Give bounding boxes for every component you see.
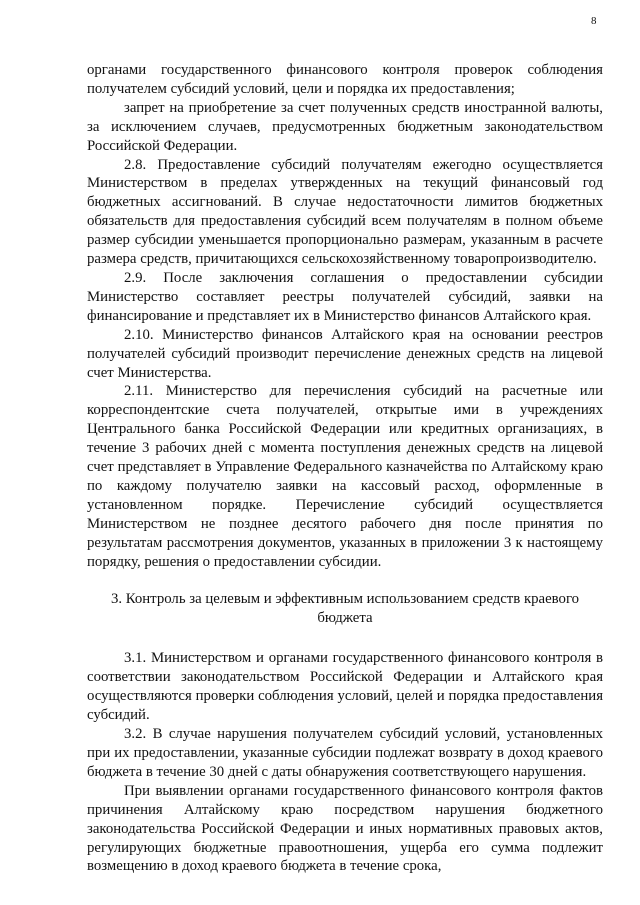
- page-number: 8: [591, 15, 597, 27]
- paragraph: 2.8. Предоставление субсидий получателям ежегодно осуществляется Министерством в пределах утвержденных на текущий финансовый год бюджетных ассигнований. В случае недостаточности лимитов бюджетных обязательств для предоставления субсидий всем получателям в полном объеме размер субсидии уменьшается пропорционально размерам, указанным в расчете размера средств, причитающихся сельскохозяйственному товаропроизводителю.: [87, 156, 603, 268]
- paragraph: При выявлении органами государственного финансового контроля фактов причинения Алтайскому краю посредством нарушения бюджетного законодательства Российской Федерации и иных нормативных правовых актов, регулирующих бюджетные правоотношения, ущерба его сумма подлежит возмещению в доход краевого бюджета в течение срока,: [87, 782, 603, 875]
- paragraph: 2.9. После заключения соглашения о предоставлении субсидии Министерство составляет реестры получателей субсидий, заявки на финансирование и представляет их в Министерство финансов Алтайского края.: [87, 269, 603, 324]
- paragraph: 3.2. В случае нарушения получателем субсидий условий, установленных при их предоставлении, указанные субсидии подлежат возврату в доход краевого бюджета в течение 30 дней с даты обнаружения соответствующего нарушения.: [87, 726, 603, 780]
- paragraphs-bottom: [87, 649, 603, 876]
- document-body: [87, 61, 603, 876]
- section-heading: 3. Контроль за целевым и эффективным использованием средств краевого бюджета: [110, 591, 580, 627]
- paragraph: 3.1. Министерством и органами государственного финансового контроля в соответствии законодательством Российской Федерации и Алтайского края осуществляются проверки соблюдения условий, целей и порядка предоставления субсидий.: [87, 650, 603, 724]
- paragraph: органами государственного финансового контроля проверок соблюдения получателем субсидий условий, цели и порядка их предоставления;: [87, 62, 603, 97]
- paragraph: 2.10. Министерство финансов Алтайского края на основании реестров получателей субсидий производит перечисление денежных средств на лицевой счет Министерства.: [87, 326, 603, 381]
- paragraph: запрет на приобретение за счет полученных средств иностранной валюты, за исключением случаев, предусмотренных бюджетным законодательством Российской Федерации.: [87, 99, 603, 154]
- paragraphs-top: [87, 61, 603, 571]
- paragraph: 2.11. Министерство для перечисления субсидий на расчетные или корреспондентские счета получателей, открытые ими в учреждениях Центрального банка Российской Федерации или кредитных организациях, в течение 3 рабочих дней с момента поступления денежных средств на лицевой счет представляет в Управление Федерального казначейства по Алтайскому краю по каждому получателю заявки на кассовый расход, оформленные в установленном порядке. Перечисление субсидий осуществляется Министерством не позднее десятого рабочего дня после принятия по результатам рассмотрения документов, указанных в приложении 3 к настоящему порядку, решения о предоставлении субсидии.: [87, 383, 603, 570]
